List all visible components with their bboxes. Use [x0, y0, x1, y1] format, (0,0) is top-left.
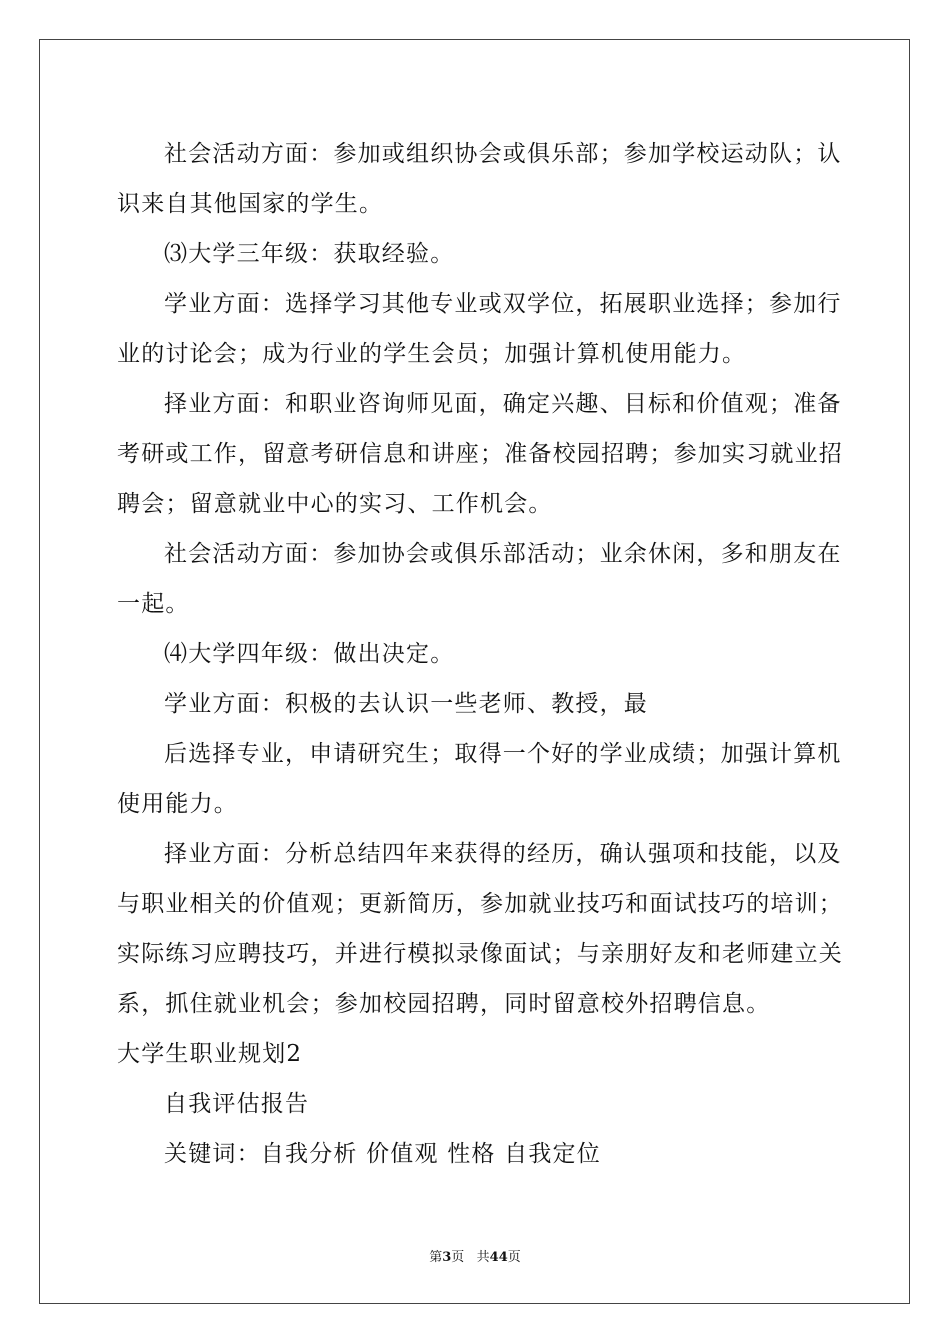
- paragraph-line: 择业方面：和职业咨询师见面，确定兴趣、目标和价值观；准备: [164, 391, 842, 417]
- section-heading: ⑶大学三年级：获取经验。: [164, 241, 455, 267]
- paragraph-line: 后选择专业，申请研究生；取得一个好的学业成绩；加强计算机: [164, 741, 842, 767]
- paragraph-line: 社会活动方面：参加或组织协会或俱乐部；参加学校运动队；认: [164, 141, 842, 167]
- page-footer: [0, 1250, 950, 1266]
- document-title: 大学生职业规划2: [117, 1041, 303, 1067]
- paragraph-line: 学业方面：选择学习其他专业或双学位，拓展职业选择；参加行: [164, 291, 842, 317]
- paragraph-line: 择业方面：分析总结四年来获得的经历，确认强项和技能，以及: [164, 841, 842, 867]
- footer-suffix: 页: [507, 1250, 521, 1265]
- current-page-number: 3: [442, 1250, 452, 1265]
- paragraph-line: 识来自其他国家的学生。: [117, 191, 384, 217]
- subtitle: 自我评估报告: [164, 1091, 310, 1117]
- paragraph-line: 一起。: [117, 591, 190, 617]
- document-body: [117, 129, 843, 1179]
- paragraph-line: 使用能力。: [117, 791, 238, 817]
- paragraph-line: 与职业相关的价值观；更新简历，参加就业技巧和面试技巧的培训；: [117, 891, 843, 917]
- footer-prefix: 第: [429, 1250, 443, 1265]
- section-heading: ⑷大学四年级：做出决定。: [164, 641, 455, 667]
- paragraph-line: 系，抓住就业机会；参加校园招聘，同时留意校外招聘信息。: [117, 991, 771, 1017]
- paragraph-line: 学业方面：积极的去认识一些老师、教授，最: [164, 691, 648, 717]
- footer-middle: 页 共: [451, 1250, 490, 1265]
- paragraph-line: 聘会；留意就业中心的实习、工作机会。: [117, 491, 553, 517]
- total-pages-number: 44: [489, 1250, 508, 1265]
- paragraph-line: 社会活动方面：参加协会或俱乐部活动；业余休闲，多和朋友在: [164, 541, 842, 567]
- paragraph-line: 考研或工作，留意考研信息和讲座；准备校园招聘；参加实习就业招: [117, 441, 843, 467]
- paragraph-line: 实际练习应聘技巧，并进行模拟录像面试；与亲朋好友和老师建立关: [117, 941, 843, 967]
- keywords-line: 关键词：自我分析 价值观 性格 自我定位: [164, 1141, 601, 1167]
- paragraph-line: 业的讨论会；成为行业的学生会员；加强计算机使用能力。: [117, 341, 747, 367]
